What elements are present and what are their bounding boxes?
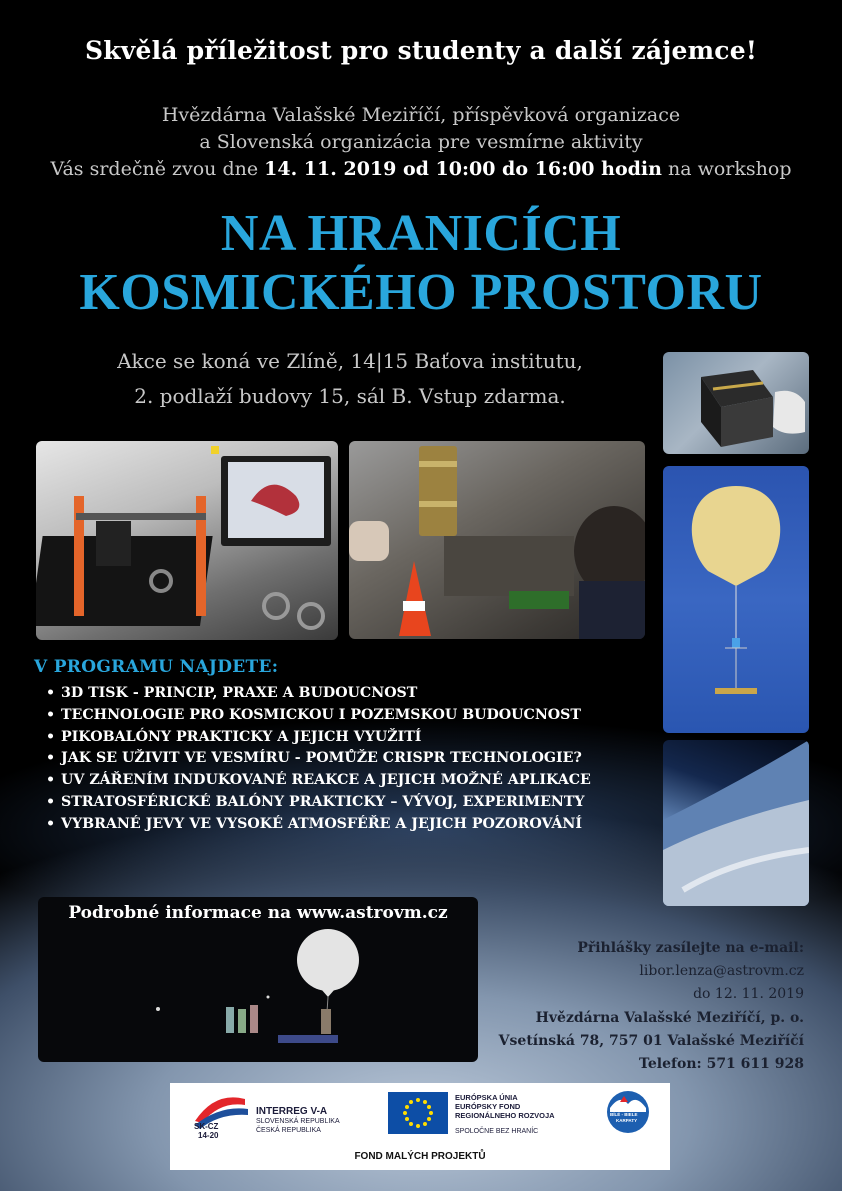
- headline: Skvělá příležitost pro studenty a další zájemce!: [84, 36, 758, 65]
- interreg-country-2: ČESKÁ REPUBLIKA: [256, 1127, 321, 1134]
- photo-stratospheric-balloon: [663, 466, 809, 733]
- invitation-line: [0, 158, 842, 180]
- earth-illustration: [663, 740, 809, 906]
- photo-3d-printer: [36, 441, 338, 640]
- eu-line-3: REGIONÁLNEHO ROZVOJA: [455, 1111, 555, 1120]
- invite-prefix: Vás srdečně zvou dne: [50, 158, 265, 180]
- program-item: • STRATOSFÉRICKÉ BALÓNY PRAKTICKY – VÝVOJ, EXPERIMENTY: [46, 792, 654, 814]
- contact-block: [464, 937, 804, 1076]
- info-prefix: Podrobné informace na: [68, 903, 297, 923]
- balloon-flight-illustration: [663, 466, 809, 733]
- venue-line-2: 2. podlaží budovy 15, sál B. Vstup zdarma.: [134, 384, 566, 408]
- program-heading: V PROGRAMU NAJDETE:: [34, 657, 279, 677]
- contact-phone: Telefon: 571 611 928: [639, 1056, 804, 1073]
- program-section: [34, 657, 654, 836]
- eu-motto: SPOLOČNE BEZ HRANÍC: [455, 1128, 539, 1135]
- cubesat-illustration: [663, 352, 809, 454]
- venue-line-1: Akce se koná ve Zlíně, 14|15 Baťova institutu,: [117, 349, 583, 373]
- contact-deadline: do 12. 11. 2019: [693, 986, 804, 1003]
- invite-suffix: na workshop: [661, 158, 792, 180]
- fund-footer: FOND MALÝCH PROJEKTŮ: [354, 1151, 486, 1162]
- organizer-line-2: a Slovenská organizácia pre vesmírne aktivity: [199, 131, 643, 153]
- organizer-line-1: Hvězdárna Valašské Meziříčí, příspěvková organizace: [161, 104, 681, 126]
- skcz-code: SK-CZ: [194, 1122, 219, 1131]
- eu-flag-icon: [388, 1092, 448, 1134]
- contact-address: Vsetínská 78, 757 01 Valašské Meziříčí: [498, 1032, 804, 1049]
- invite-datetime: 14. 11. 2019 od 10:00 do 16:00 hodin: [264, 158, 662, 180]
- interreg-country-1: SLOVENSKÁ REPUBLIKA: [256, 1118, 340, 1125]
- eu-line-1: EURÓPSKA ÚNIA: [455, 1093, 518, 1102]
- event-title-line-1: NA HRANICÍCH: [220, 205, 622, 262]
- program-item: • PIKOBALÓNY PRAKTICKY A JEJICH VYUŽITÍ: [46, 727, 654, 749]
- info-url-link[interactable]: www.astrovm.cz: [297, 903, 448, 923]
- program-item: • UV ZÁŘENÍM INDUKOVANÉ REAKCE A JEJICH MOŽNÉ APLIKACE: [46, 770, 654, 792]
- region-line-2: KARPATY: [616, 1118, 638, 1123]
- contact-organization: Hvězdárna Valašské Meziříčí, p. o.: [535, 1009, 804, 1026]
- program-item: • JAK SE UŽIVIT VE VESMÍRU - POMŮŽE CRISPR TECHNOLOGIE?: [46, 748, 654, 770]
- program-list: [34, 683, 654, 836]
- eu-line-2: EURÓPSKY FOND: [455, 1102, 521, 1111]
- printer-illustration: [36, 441, 338, 640]
- photo-electronics-workshop: [349, 441, 645, 639]
- contact-label: Přihlášky zasílejte na e-mail:: [577, 940, 804, 956]
- event-title-line-2: KOSMICKÉHO PROSTORU: [79, 264, 763, 321]
- info-website-line: [38, 903, 478, 923]
- program-item: • VYBRANÉ JEVY VE VYSOKÉ ATMOSFÉŘE A JEJICH POZOROVÁNÍ: [46, 814, 654, 836]
- photo-earth-from-above: [663, 740, 809, 906]
- contact-email-link[interactable]: libor.lenza@astrovm.cz: [639, 963, 804, 980]
- skcz-years: 14-20: [198, 1131, 219, 1140]
- program-item: • 3D TISK - PRINCIP, PRAXE A BUDOUCNOST: [46, 683, 654, 705]
- region-line-1: BÍLÉ - BIELE: [610, 1112, 638, 1117]
- electronics-illustration: [349, 441, 645, 639]
- program-item: • TECHNOLOGIE PRO KOSMICKOU I POZEMSKOU BUDOUCNOST: [46, 705, 654, 727]
- interreg-title: INTERREG V-A: [256, 1106, 328, 1117]
- photo-cubesat: [663, 352, 809, 454]
- sponsor-logos-bar: [170, 1083, 670, 1170]
